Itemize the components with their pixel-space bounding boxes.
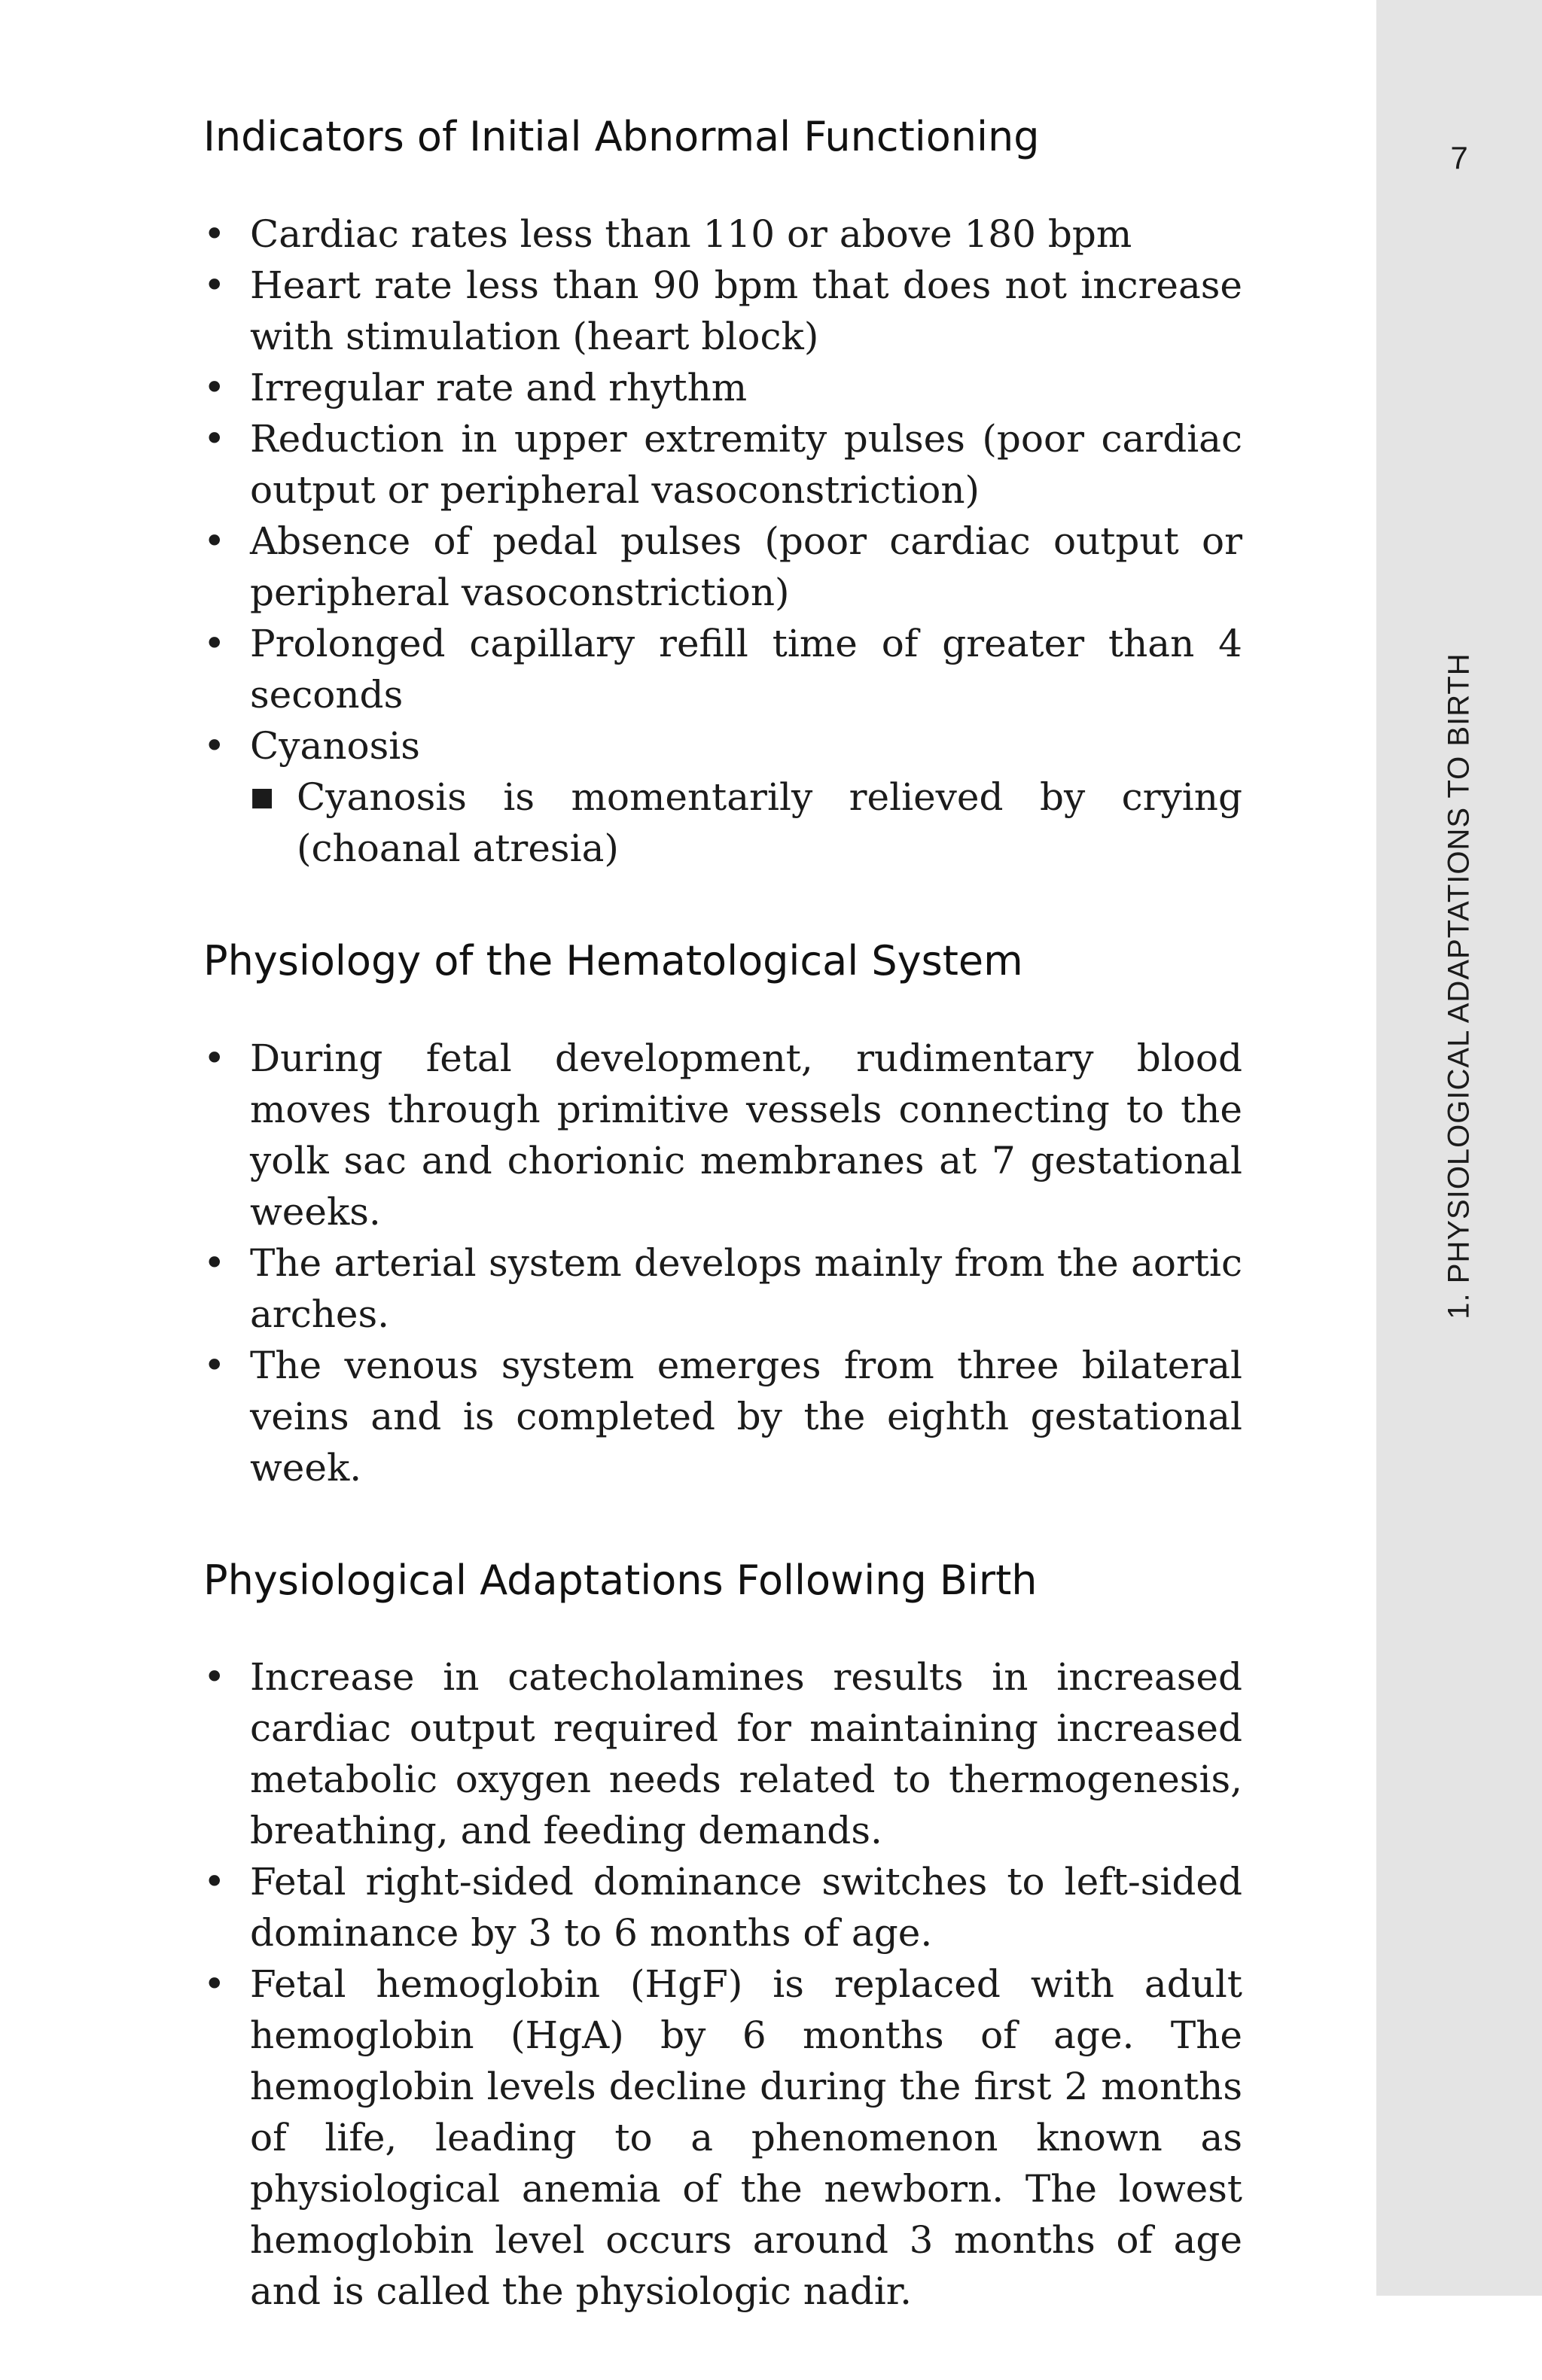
section-heading: Physiology of the Hematological System: [203, 936, 1023, 985]
bullet-dot: •: [203, 1655, 226, 1700]
bullet-dot: •: [203, 1962, 226, 2007]
page-body: [203, 113, 1242, 2380]
bullet-item: [203, 1651, 1242, 1856]
chapter-title: 1. PHYSIOLOGICAL ADAPTATIONS TO BIRTH: [1442, 653, 1476, 1319]
page-number: 7: [1450, 140, 1468, 175]
bullet-dot: •: [203, 212, 226, 256]
bullet-text: Heart rate less than 90 bpm that does not increase with stimulation (heart block): [250, 263, 1242, 358]
bullet-item: [203, 1340, 1242, 1493]
bullet-text: The arterial system develops mainly from the aortic arches.: [250, 1240, 1242, 1336]
bullet-list: [203, 208, 1242, 874]
bullet-item: [203, 1958, 1242, 2317]
bullet-dot: •: [203, 416, 226, 461]
bullet-text: During fetal development, rudimentary blood moves through primitive vessels connecting to the yolk sac and chorionic membranes at 7 gestational weeks.: [250, 1036, 1242, 1234]
bullet-dot: •: [203, 519, 226, 563]
bullet-text: Absence of pedal pulses (poor cardiac output or peripheral vasoconstriction): [250, 519, 1242, 614]
bullet-item: [203, 1856, 1242, 1958]
bullet-text: Irregular rate and rhythm: [250, 365, 748, 409]
bullet-dot: •: [203, 723, 226, 768]
bullet-item: [203, 1033, 1242, 1237]
bullet-dot: •: [203, 1343, 226, 1387]
section-hematological-system: [203, 937, 1242, 1493]
bullet-item: [203, 413, 1242, 516]
bullet-item: [203, 1237, 1242, 1340]
bullet-text: Reduction in upper extremity pulses (poor cardiac output or peripheral vasoconstriction): [250, 416, 1242, 512]
bullet-list: [203, 1033, 1242, 1493]
bullet-dot: •: [203, 621, 226, 665]
bullet-text: Cardiac rates less than 110 or above 180 bpm: [250, 212, 1132, 256]
bullet-text: Prolonged capillary refill time of greater than 4 seconds: [250, 621, 1242, 717]
bullet-item: [203, 208, 1242, 260]
bullet-text: Fetal right-sided dominance switches to left-sided dominance by 3 to 6 months of age.: [250, 1860, 1242, 1955]
sub-bullet-list: [250, 772, 1242, 874]
chapter-side-tab: [1376, 0, 1542, 2296]
bullet-text: Cyanosis: [250, 723, 420, 768]
bullet-list: [203, 1651, 1242, 2317]
bullet-dot: •: [203, 1860, 226, 1904]
section-adaptations-following-birth: [203, 1557, 1242, 2318]
section-abnormal-functioning: [203, 113, 1242, 874]
bullet-dot: •: [203, 1240, 226, 1285]
bullet-dot: •: [203, 1036, 226, 1080]
sub-bullet-item: [250, 772, 1242, 874]
bullet-item: [203, 720, 1242, 874]
bullet-item: [203, 260, 1242, 362]
bullet-item: [203, 362, 1242, 413]
sub-bullet-text: Cyanosis is momentarily relieved by crying (choanal atresia): [297, 775, 1242, 870]
bullet-dot: •: [203, 263, 226, 307]
bullet-text: The venous system emerges from three bilateral veins and is completed by the eighth gestational week.: [250, 1343, 1242, 1490]
bullet-text: Increase in catecholamines results in increased cardiac output required for maintaining increased metabolic oxygen needs related to thermogenesis, breathing, and feeding demands.: [250, 1655, 1242, 1853]
bullet-dot: •: [203, 365, 226, 409]
bullet-item: [203, 618, 1242, 720]
section-heading: Indicators of Initial Abnormal Functioning: [203, 113, 1040, 160]
bullet-text: Fetal hemoglobin (HgF) is replaced with adult hemoglobin (HgA) by 6 months of age. The hemoglobin levels decline during the first 2 months of life, leading to a phenomenon known as physiological anemia of the newborn. The lowest hemoglobin level occurs around 3 months of age and is called the physiologic nadir.: [250, 1962, 1242, 2314]
bullet-item: [203, 516, 1242, 618]
square-bullet-icon: ■: [250, 781, 275, 812]
section-heading: Physiological Adaptations Following Birth: [203, 1556, 1038, 1604]
